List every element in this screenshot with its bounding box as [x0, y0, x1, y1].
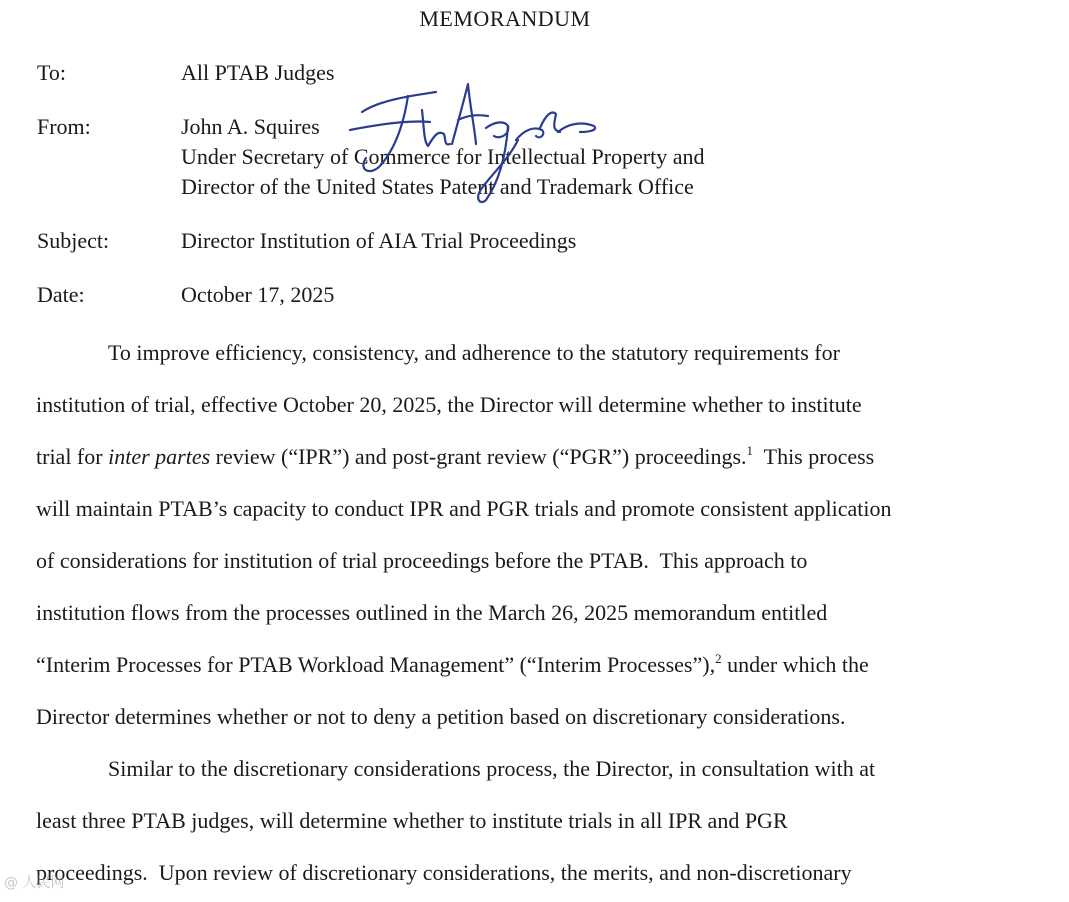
- line-3-text-d: This process: [753, 444, 875, 469]
- line-7-text-b: under which the: [721, 652, 869, 677]
- footnote-ref-1[interactable]: 1: [746, 443, 754, 458]
- date-label: Date:: [37, 282, 85, 307]
- subject-label: Subject:: [37, 228, 110, 253]
- subject-value: Director Institution of AIA Trial Proceedings: [181, 228, 577, 253]
- from-label: From:: [37, 114, 91, 139]
- paragraph-1-line-6: institution flows from the processes outlined in the March 26, 2025 memorandum entitled: [36, 600, 828, 625]
- line-3-text-a: trial for: [36, 444, 109, 469]
- footnote-ref-2[interactable]: 2: [715, 651, 722, 666]
- date-value: October 17, 2025: [181, 282, 335, 307]
- paragraph-2-line-2: least three PTAB judges, will determine whether to institute trials in all IPR and PGR: [36, 808, 788, 833]
- line-3-text-c: review (“IPR”) and post-grant review (“PGR”) proceedings.: [210, 444, 747, 469]
- paragraph-2-line-1: Similar to the discretionary considerations process, the Director, in consultation with at: [108, 756, 876, 781]
- paragraph-1-line-5: of considerations for institution of trial proceedings before the PTAB. This approach to: [36, 548, 808, 573]
- paragraph-1-line-4: will maintain PTAB’s capacity to conduct IPR and PGR trials and promote consistent application: [36, 496, 892, 521]
- paragraph-1-line-7: [36, 652, 869, 678]
- handwritten-signature: [340, 70, 610, 210]
- from-name: John A. Squires: [181, 114, 320, 139]
- paragraph-1-line-3: [36, 444, 874, 470]
- latin-term-inter-partes: inter partes: [108, 444, 211, 469]
- from-title-line-1: Under Secretary of Commerce for Intellectual Property and: [181, 144, 705, 169]
- from-title-line-2: Director of the United States Patent and Trademark Office: [181, 174, 694, 199]
- watermark-logo: @ 人民网: [4, 875, 65, 891]
- paragraph-2-line-3: proceedings. Upon review of discretionary considerations, the merits, and non-discretionary: [36, 860, 852, 885]
- line-7-text-a: “Interim Processes for PTAB Workload Management” (“Interim Processes”),: [36, 652, 716, 677]
- paragraph-1-line-1: To improve efficiency, consistency, and adherence to the statutory requirements for: [108, 340, 840, 365]
- to-value: All PTAB Judges: [181, 60, 335, 85]
- memo-title: MEMORANDUM: [419, 6, 591, 31]
- to-label: To:: [37, 60, 67, 85]
- paragraph-1-line-2: institution of trial, effective October 20, 2025, the Director will determine whether to institute: [36, 392, 862, 417]
- paragraph-1-line-8: Director determines whether or not to deny a petition based on discretionary considerations.: [36, 704, 846, 729]
